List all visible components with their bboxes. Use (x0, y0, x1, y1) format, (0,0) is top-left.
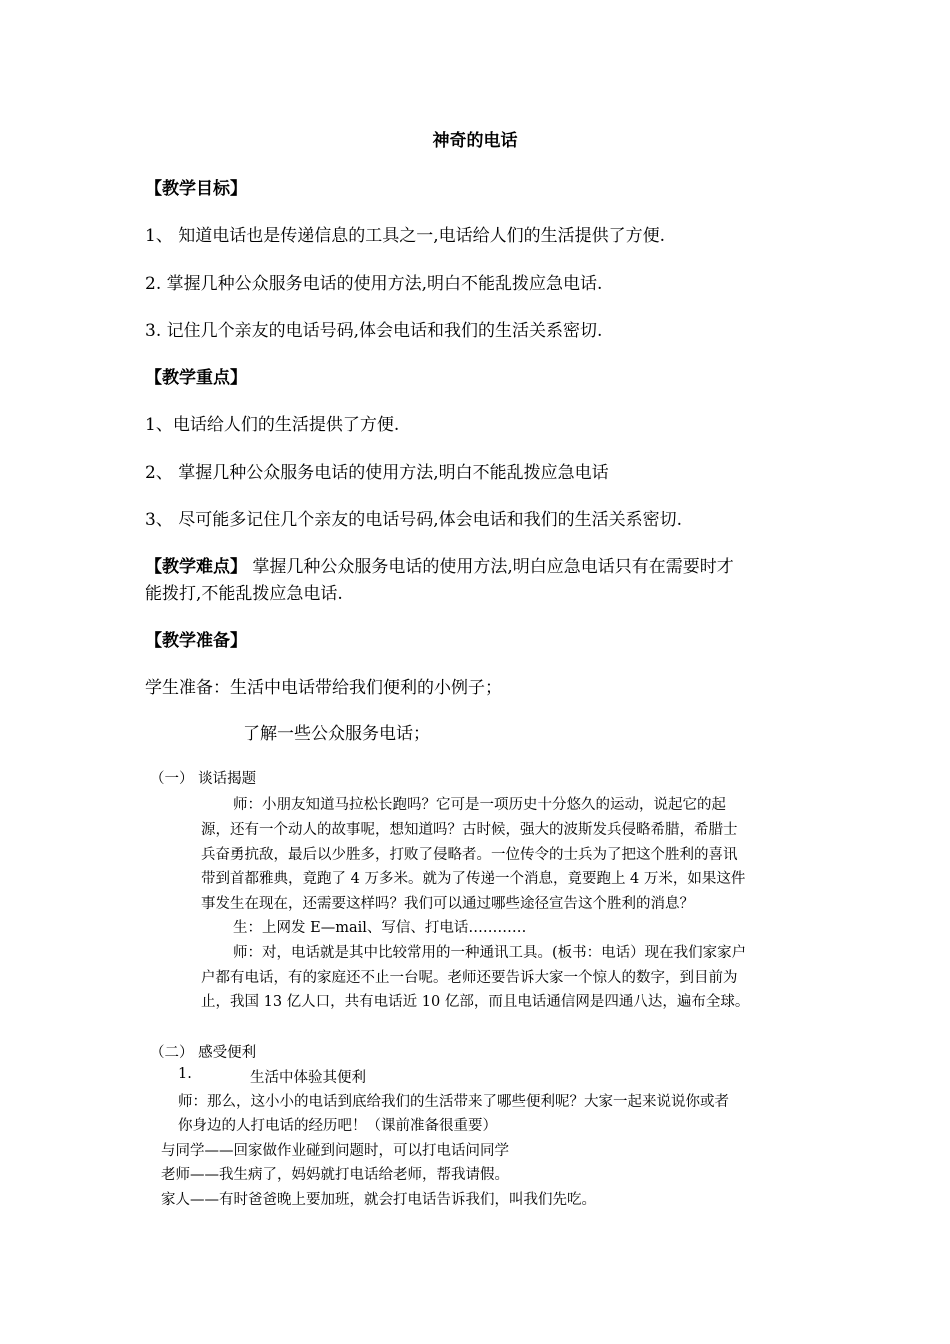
section2-sub1-number: 1. (178, 1066, 192, 1082)
section1-line: 带到首都雅典，竟跑了 4 万多米。就为了传递一个消息，竟要跑上 4 万米，如果这件 (201, 871, 746, 887)
section2-sub1-title: 生活中体验其便利 (250, 1070, 366, 1086)
difficulty-heading: 【教学难点】 (145, 557, 247, 577)
section1-heading: （一） 谈话揭题 (150, 771, 257, 787)
key-point-item-3: 3、 尽可能多记住几个亲友的电话号码,体会电话和我们的生活关系密切. (145, 510, 683, 530)
section2-line: 你身边的人打电话的经历吧！（课前准备很重要） (178, 1118, 497, 1134)
difficulty-line-2: 能拨打,不能乱拨应急电话. (145, 584, 343, 604)
goal-item-3: 3. 记住几个亲友的电话号码,体会电话和我们的生活关系密切. (145, 321, 603, 341)
section2-line: 师：那么，这小小的电话到底给我们的生活带来了哪些便利呢？大家一起来说说你或者 (178, 1094, 729, 1110)
goal-item-2: 2. 掌握几种公众服务电话的使用方法,明白不能乱拨应急电话. (145, 274, 603, 294)
preparation-line-1: 学生准备：生活中电话带给我们便利的小例子； (145, 678, 502, 698)
goal-item-1: 1、 知道电话也是传递信息的工具之一,电话给人们的生活提供了方便. (145, 226, 666, 246)
difficulty-text: 掌握几种公众服务电话的使用方法,明白应急电话只有在需要时才 (247, 557, 734, 577)
preparation-heading: 【教学准备】 (145, 631, 247, 651)
section2-line: 与同学——回家做作业碰到问题时，可以打电话问同学 (161, 1143, 509, 1159)
section1-line: 师：小朋友知道马拉松长跑吗？它可是一项历史十分悠久的运动，说起它的起 (233, 797, 726, 813)
difficulty-line-1 (145, 552, 734, 577)
section1-line: 兵奋勇抗敌，最后以少胜多，打败了侵略者。一位传令的士兵为了把这个胜利的喜讯 (201, 847, 738, 863)
section1-line: 生：上网发 E—mail、写信、打电话………… (233, 920, 527, 936)
section1-line: 事发生在现在，还需要这样吗？我们可以通过哪些途径宣告这个胜利的消息？ (201, 896, 694, 912)
preparation-line-2: 了解一些公众服务电话； (243, 724, 430, 744)
section2-heading: （二） 感受便利 (150, 1045, 257, 1061)
section2-line: 家人——有时爸爸晚上要加班，就会打电话告诉我们，叫我们先吃。 (161, 1192, 596, 1208)
section1-line: 止，我国 13 亿人口，共有电话近 10 亿部，而且电话通信网是四通八达，遍布全球。 (201, 994, 750, 1010)
key-points-heading: 【教学重点】 (145, 368, 247, 388)
section1-line: 户都有电话，有的家庭还不止一台呢。老师还要告诉大家一个惊人的数字，到目前为 (201, 970, 738, 986)
goals-heading: 【教学目标】 (145, 179, 247, 199)
section2-line: 老师——我生病了，妈妈就打电话给老师，帮我请假。 (161, 1167, 509, 1183)
key-point-item-2: 2、 掌握几种公众服务电话的使用方法,明白不能乱拨应急电话 (145, 463, 609, 483)
document-title: 神奇的电话 (432, 131, 518, 151)
key-point-item-1: 1、电话给人们的生活提供了方便. (145, 415, 400, 435)
section1-line: 源，还有一个动人的故事呢，想知道吗？古时候，强大的波斯发兵侵略希腊，希腊士 (201, 822, 738, 838)
section1-line: 师：对，电话就是其中比较常用的一种通讯工具。(板书：电话）现在我们家家户 (233, 945, 747, 961)
